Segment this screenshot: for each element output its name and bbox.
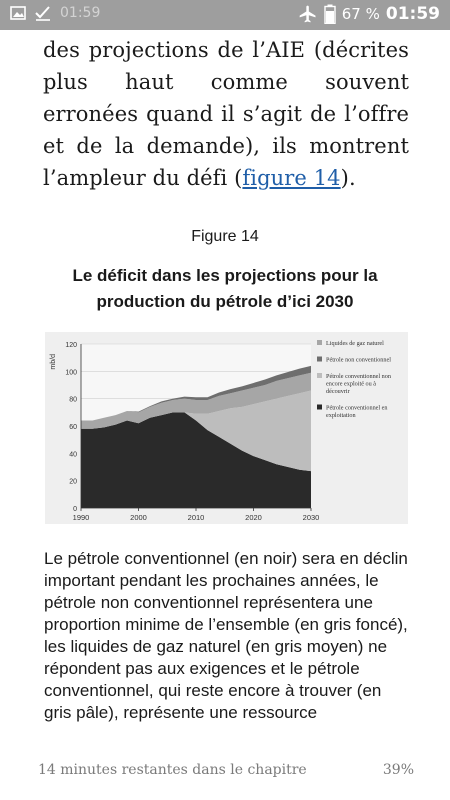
reading-progress: 39% [382, 762, 414, 778]
figure-label: Figure 14 [191, 228, 259, 245]
paragraph-1-end: ). [340, 166, 356, 190]
reader-footer [38, 762, 414, 778]
legend-swatch-2 [317, 340, 322, 345]
battery-percent: 67 % [341, 5, 380, 23]
status-left [10, 5, 100, 21]
paragraph-1-text: des projections de l’AIE (décrites plus haut comme souvent erronées quand il s’agit de l’offre et de la demande), ils montrent l’ampleur du défi ( [43, 38, 409, 190]
airplane-mode-icon [298, 4, 318, 24]
legend-label-2: Liquides de gaz naturel [326, 340, 384, 347]
x-tick-label: 2030 [302, 513, 320, 522]
status-bar [0, 0, 450, 30]
x-tick-label: 1990 [72, 513, 90, 522]
paragraph-1 [43, 34, 409, 194]
y-tick-label: 20 [69, 478, 77, 486]
image-notification-icon [10, 6, 26, 20]
status-clock: 01:59 [385, 4, 440, 24]
time-remaining: 14 minutes restantes dans le chapitre [38, 762, 307, 778]
status-right [298, 4, 440, 24]
legend-label-0: Pétrole conventionnel en exploitation [326, 404, 388, 419]
x-tick-label: 2010 [187, 513, 205, 522]
chart-svg [45, 332, 408, 524]
status-ghost-time: 01:59 [60, 5, 101, 21]
figure-14-link[interactable]: figure 14 [242, 166, 341, 190]
y-tick-label: 40 [69, 451, 77, 459]
y-tick-label: 80 [69, 396, 77, 404]
check-download-icon [34, 5, 52, 21]
figure-chart [45, 332, 408, 524]
reader-content [43, 34, 409, 194]
legend-swatch-3 [317, 357, 322, 362]
y-tick-label: 100 [65, 369, 77, 377]
x-tick-label: 2000 [130, 513, 147, 522]
battery-icon [324, 4, 336, 24]
legend-swatch-1 [317, 373, 322, 378]
x-tick-label: 2020 [245, 513, 262, 522]
y-axis-label: mb/d [50, 354, 57, 370]
legend-label-3: Pétrole non conventionnel [326, 356, 391, 364]
y-tick-label: 60 [69, 424, 77, 431]
y-tick-label: 120 [65, 342, 77, 349]
legend-label-1: Pétrole conventionnel non encore exploité ou à découvrir [326, 373, 391, 395]
legend-swatch-0 [317, 405, 322, 410]
figure-title: Le déficit dans les projections pour la production du pétrole d’ici 2030 [72, 266, 378, 311]
y-tick-label: 0 [73, 506, 77, 513]
paragraph-2: Le pétrole conventionnel (en noir) sera en déclin important pendant les prochaines années, le pétrole non conventionnel représentera une proportion minime de l’ensemble (en gris foncé), les liquides de gaz naturel (en gris moyen) ne répondent pas aux exigences et le pétrole conventionnel, qui reste encore à trouver (en gris pâle), représente une ressource [44, 549, 408, 722]
